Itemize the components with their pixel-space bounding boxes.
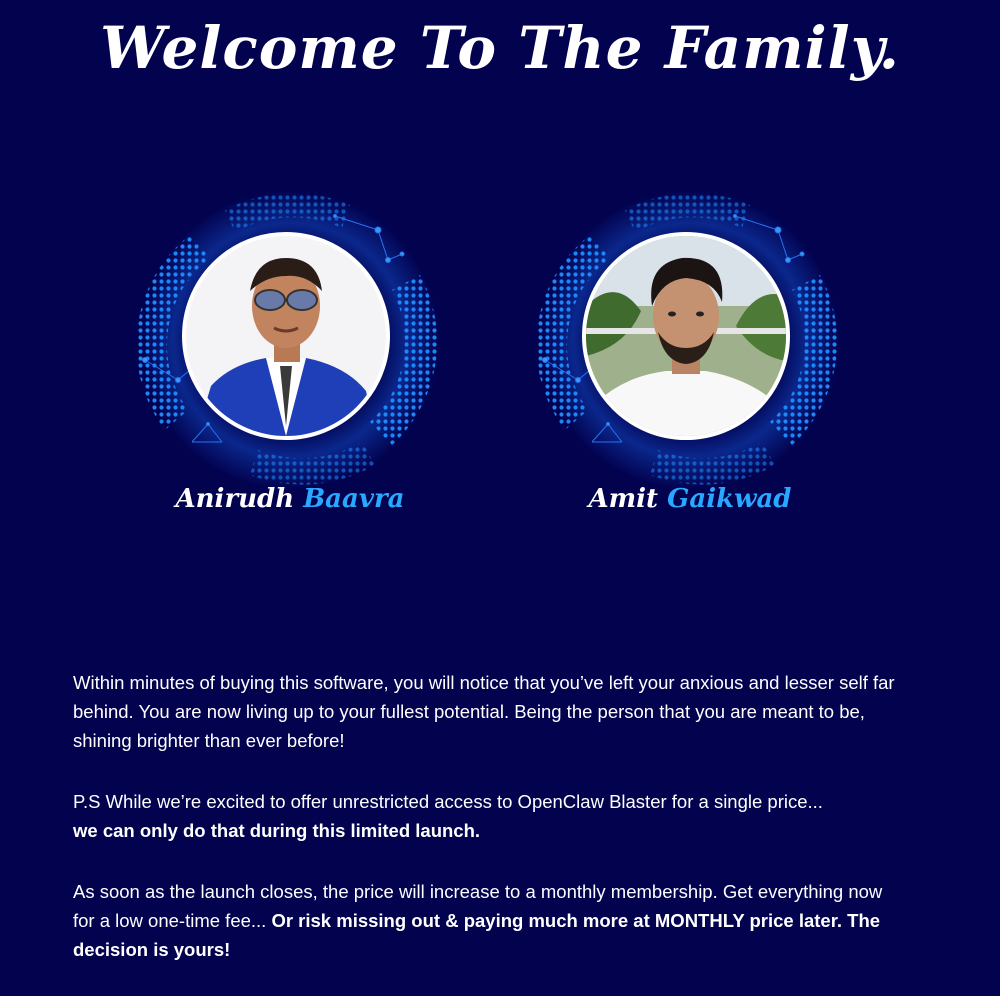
ps-text: P.S While we’re excited to offer unrestricted access to OpenClaw Blaster for a single price...	[73, 791, 823, 812]
warning-bold-text: Or risk missing out & paying much more at MONTHLY price later. The decision is yours!	[73, 910, 881, 960]
paragraph-ps	[73, 787, 903, 845]
person-portrait-icon	[186, 236, 386, 436]
paragraph-warning	[73, 877, 903, 964]
avatar-photo	[182, 232, 390, 440]
member-name	[130, 484, 450, 514]
person-portrait-icon	[586, 236, 786, 436]
member-first-name: Anirudh	[175, 484, 295, 514]
warning-text: As soon as the launch closes, the price will increase to a monthly membership. Get everything now for a low one-time fee...	[73, 881, 883, 931]
team-member-card	[130, 180, 450, 540]
paragraph-intro: Within minutes of buying this software, you will notice that you’ve left your anxious and lesser self far behind. You are now living up to your fullest potential. Being the person that you are meant to be, shining brighter than ever before!	[73, 672, 895, 751]
member-last-name: Baavra	[303, 484, 405, 514]
ps-bold-text: we can only do that during this limited launch.	[73, 820, 481, 841]
avatar-photo	[582, 232, 790, 440]
body-copy	[73, 668, 903, 996]
member-name	[530, 484, 850, 514]
member-last-name: Gaikwad	[667, 484, 792, 514]
team-member-card	[530, 180, 850, 540]
page-title: Welcome To The Family.	[100, 14, 900, 82]
member-first-name: Amit	[588, 484, 659, 514]
